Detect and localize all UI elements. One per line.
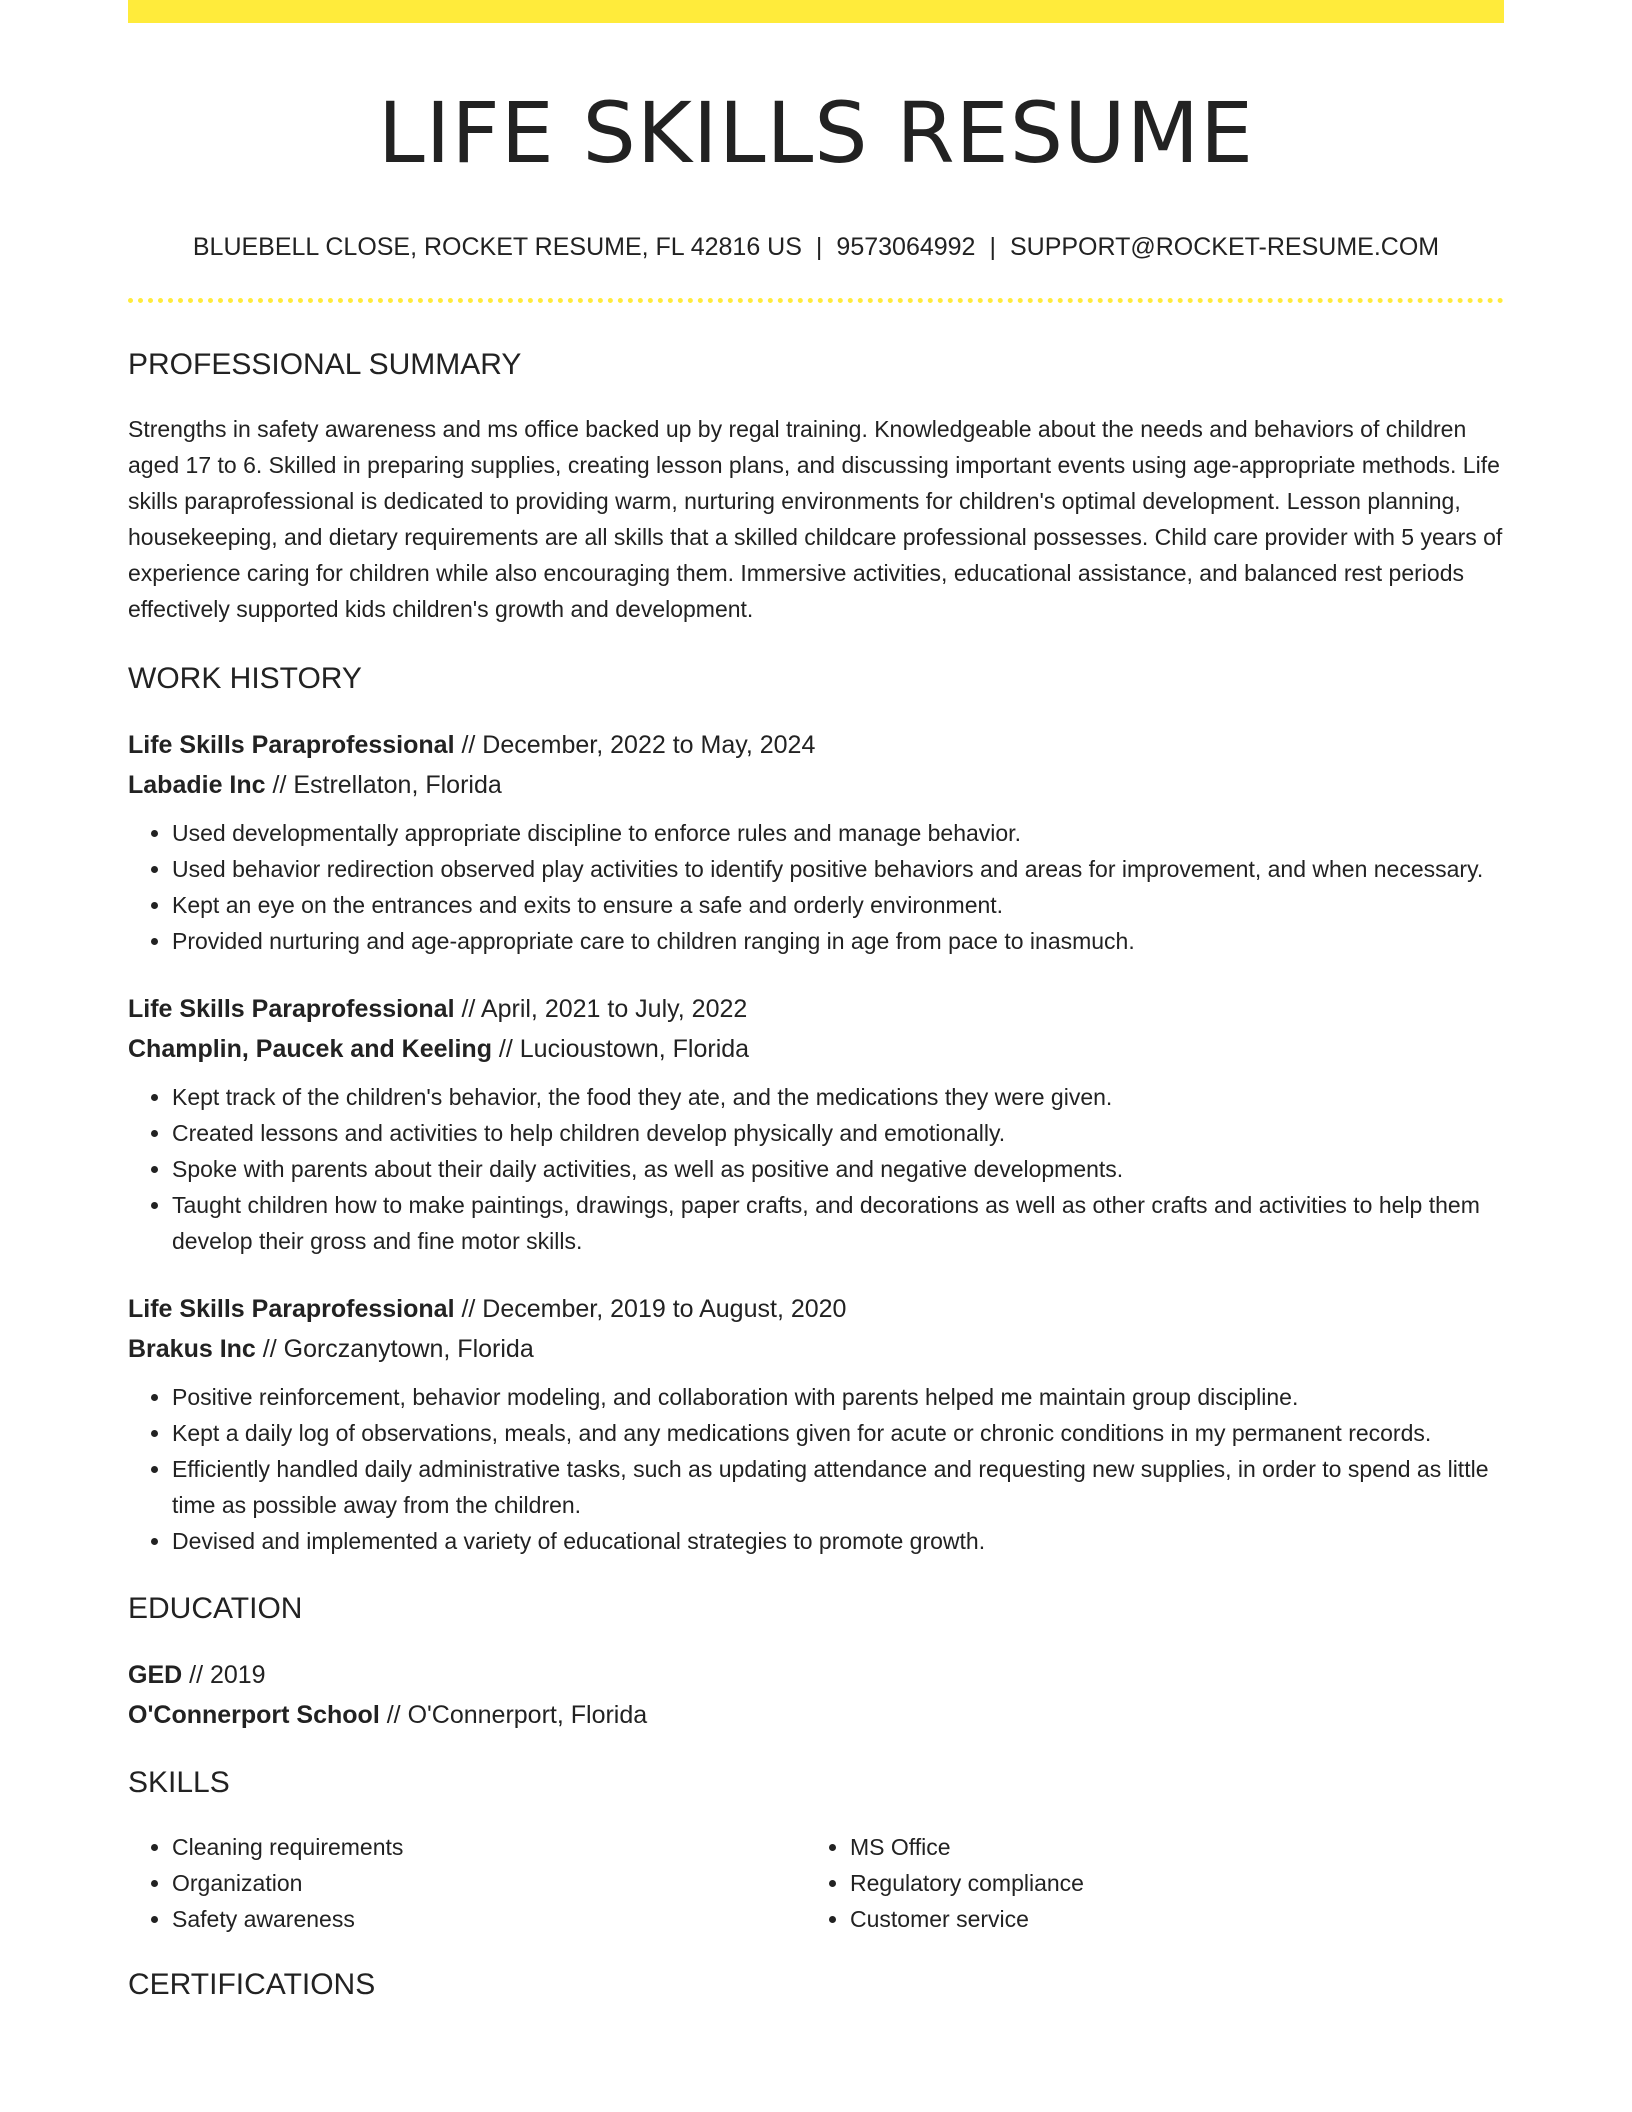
job-company-line [128, 765, 1504, 805]
skills-grid [128, 1829, 1504, 1937]
job-bullet: • Provided nurturing and age-appropriate care to children ranging in age from pace to inasmuch. [172, 923, 1504, 959]
job-title: Life Skills Paraprofessional [128, 994, 455, 1023]
contact-separator: | [815, 232, 823, 261]
job-bullet: • Spoke with parents about their daily activities, as well as positive and negative developments. [172, 1151, 1504, 1187]
job-title-line [128, 725, 1504, 765]
job-dates: // April, 2021 to July, 2022 [454, 994, 748, 1023]
job-title: Life Skills Paraprofessional [128, 730, 455, 759]
job-company: Champlin, Paucek and Keeling [128, 1034, 492, 1063]
education-school-line [128, 1695, 1504, 1735]
resume-page [128, 0, 1504, 2003]
education-heading: EDUCATION [128, 1591, 303, 1625]
dotted-divider [128, 298, 1504, 303]
certifications-heading: CERTIFICATIONS [128, 1967, 376, 2001]
contact-address: BLUEBELL CLOSE, ROCKET RESUME, FL 42816 US [192, 232, 802, 261]
job-title-line [128, 1289, 1504, 1329]
job-bullet: • Used developmentally appropriate discipline to enforce rules and manage behavior. [172, 815, 1504, 851]
job-bullet: • Kept an eye on the entrances and exits to ensure a safe and orderly environment. [172, 887, 1504, 923]
skill-item: • Cleaning requirements [172, 1829, 806, 1865]
education-school: O'Connerport School [128, 1700, 380, 1729]
job-company: Labadie Inc [128, 770, 266, 799]
contact-phone: 9573064992 [836, 232, 976, 261]
job-company-line [128, 1029, 1504, 1069]
skills-column-left [128, 1829, 806, 1937]
job-bullet: • Used behavior redirection observed play activities to identify positive behaviors and areas for improvement, and when necessary. [172, 851, 1504, 887]
job-dates: // December, 2019 to August, 2020 [454, 1294, 847, 1323]
job-entry [128, 725, 1504, 959]
skill-item: • Customer service [850, 1901, 1484, 1937]
work-history-heading: WORK HISTORY [128, 661, 362, 695]
job-location: // Lucioustown, Florida [491, 1034, 750, 1063]
skills-column-right [806, 1829, 1484, 1937]
job-company-line [128, 1329, 1504, 1369]
job-entry [128, 1289, 1504, 1559]
contact-line [128, 232, 1504, 262]
education-degree-line [128, 1655, 1504, 1695]
job-title: Life Skills Paraprofessional [128, 1294, 455, 1323]
education-location: // O'Connerport, Florida [379, 1700, 648, 1729]
job-bullet: • Kept track of the children's behavior, the food they ate, and the medications they were given. [172, 1079, 1504, 1115]
contact-email: SUPPORT@ROCKET-RESUME.COM [1009, 232, 1440, 261]
summary-heading: PROFESSIONAL SUMMARY [128, 347, 522, 381]
job-dates: // December, 2022 to May, 2024 [454, 730, 816, 759]
job-bullet: • Taught children how to make paintings, drawings, paper crafts, and decorations as well as other crafts and activities to help them develop their gross and fine motor skills. [172, 1187, 1504, 1259]
job-location: // Gorczanytown, Florida [255, 1334, 534, 1363]
job-location: // Estrellaton, Florida [265, 770, 502, 799]
job-bullets [128, 815, 1504, 959]
education-degree: GED [128, 1660, 183, 1689]
skills-heading: SKILLS [128, 1765, 230, 1799]
skill-item: • MS Office [850, 1829, 1484, 1865]
education-year: // 2019 [182, 1660, 266, 1689]
job-title-line [128, 989, 1504, 1029]
job-bullets [128, 1379, 1504, 1559]
job-bullets [128, 1079, 1504, 1259]
skill-item: • Safety awareness [172, 1901, 806, 1937]
education-entry [128, 1655, 1504, 1735]
skill-item: • Regulatory compliance [850, 1865, 1484, 1901]
job-bullet: • Devised and implemented a variety of educational strategies to promote growth. [172, 1523, 1504, 1559]
summary-text: Strengths in safety awareness and ms office backed up by regal training. Knowledgeable about the needs and behaviors of children aged 17 to 6. Skilled in preparing supplies, creating lesson plans, and discussing important events using age-appropriate methods. Life skills paraprofessional is dedicated to providing warm, nurturing environments for children's optimal development. Lesson planning, housekeeping, and dietary requirements are all skills that a skilled childcare professional possesses. Child care provider with 5 years of experience caring for children while also encouraging them. Immersive activities, educational assistance, and balanced rest periods effectively supported kids children's growth and development. [128, 415, 1503, 622]
job-bullet: • Efficiently handled daily administrative tasks, such as updating attendance and requesting new supplies, in order to spend as little time as possible away from the children. [172, 1451, 1504, 1523]
job-entry [128, 989, 1504, 1259]
accent-top-bar [128, 0, 1504, 23]
contact-separator: | [989, 232, 996, 261]
job-bullet: • Kept a daily log of observations, meals, and any medications given for acute or chronic conditions in my permanent records. [172, 1415, 1504, 1451]
resume-title: LIFE SKILLS RESUME [377, 84, 1255, 182]
skill-item: • Organization [172, 1865, 806, 1901]
job-bullet: • Positive reinforcement, behavior modeling, and collaboration with parents helped me maintain group discipline. [172, 1379, 1504, 1415]
job-bullet: • Created lessons and activities to help children develop physically and emotionally. [172, 1115, 1504, 1151]
job-company: Brakus Inc [128, 1334, 256, 1363]
